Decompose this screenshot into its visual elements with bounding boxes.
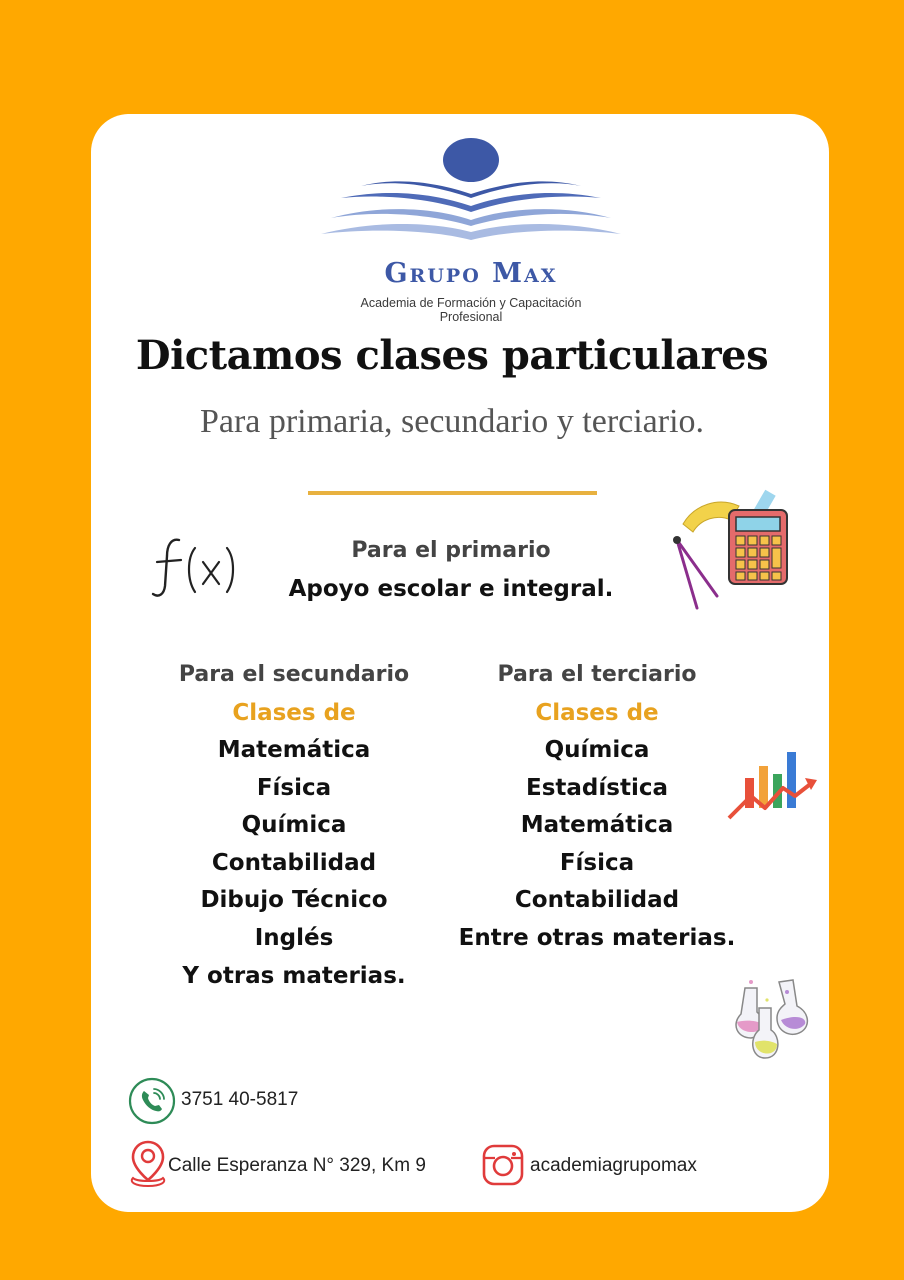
primary-title: Para el primario [351,538,551,563]
list-item: Estadística [526,774,668,801]
tertiary-accent: Clases de [535,700,659,726]
list-item: Y otras materias. [182,962,406,989]
list-item: Química [241,812,347,839]
function-fx-icon [149,534,241,602]
list-item: Matemática [217,737,371,763]
logo-subtitle-line1: Academia de Formación y Capacitación [360,296,582,310]
calculator-icon [669,484,791,612]
growth-chart-icon [725,744,821,822]
grupo-max-logo [321,136,621,326]
logo-subtitle-line2: Profesional [439,310,503,324]
address: Calle Esperanza N° 329, Km 9 [168,1155,426,1176]
instagram-icon [481,1143,525,1187]
divider-line [308,491,597,495]
secondary-column [149,660,439,998]
lab-flasks-icon [727,978,819,1062]
instagram-handle: academiagrupomax [530,1155,697,1176]
list-item: Química [544,737,650,763]
secondary-accent: Clases de [232,700,356,726]
list-item: Entre otras materias. [458,924,736,951]
secondary-title: Para el secundario [178,662,410,687]
logo-subtitle [321,296,621,324]
primary-body: Apoyo escolar e integral. [288,576,614,602]
phone-number: 3751 40-5817 [181,1089,299,1110]
phone-icon [127,1076,177,1126]
headline: Dictamos clases particulares [135,332,769,379]
open-book-logo-icon [321,136,621,256]
list-item: Física [256,774,332,801]
logo-name: Grupo Max [384,258,558,289]
flyer-card [91,114,829,1212]
list-item: Dibujo Técnico [200,887,388,914]
subheadline: Para primaria, secundario y terciario. [199,403,705,440]
list-item: Inglés [254,924,334,951]
list-item: Física [559,849,635,876]
list-item: Matemática [520,812,674,839]
tertiary-column [452,660,742,961]
location-pin-icon [127,1138,169,1188]
list-item: Contabilidad [514,887,680,914]
list-item: Contabilidad [211,849,377,876]
tertiary-title: Para el terciario [497,662,697,687]
